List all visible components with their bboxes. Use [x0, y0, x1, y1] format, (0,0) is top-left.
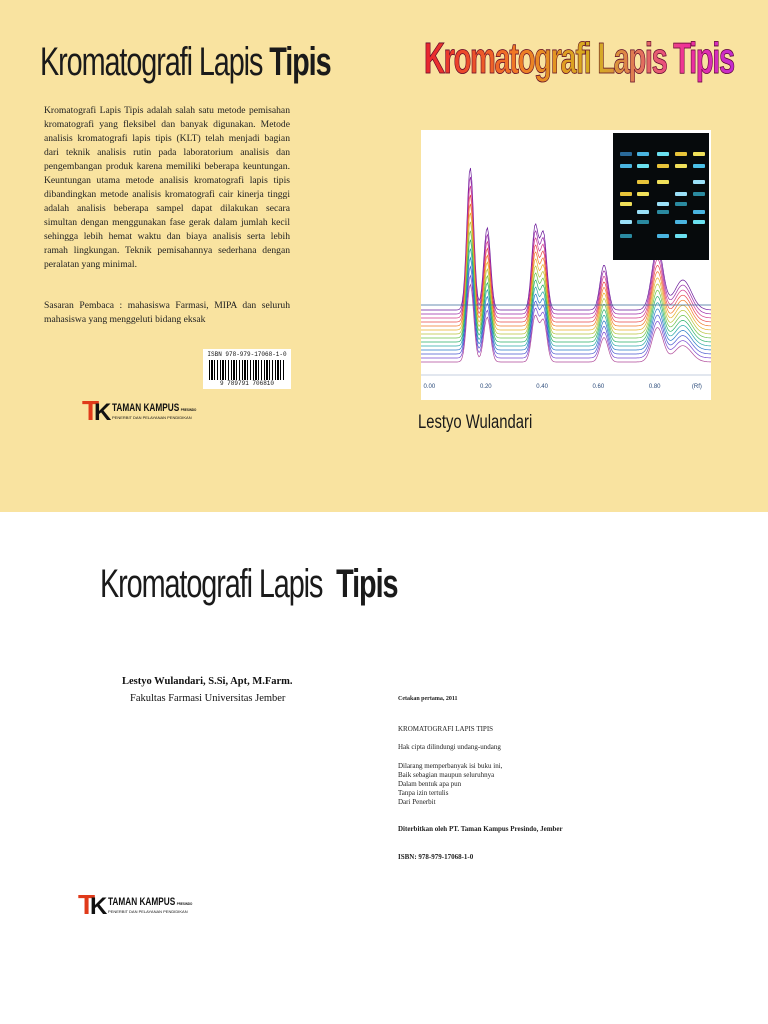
logo-letter-t: T: [78, 889, 96, 920]
logo-letter-k: K: [94, 399, 112, 426]
tlc-band: [620, 192, 632, 196]
tlc-band: [620, 202, 632, 206]
barcode-isbn-text: ISBN 978-979-17068-1-0: [207, 351, 287, 358]
tlc-band: [675, 192, 687, 196]
title-page-title-text: Kromatografi Lapis: [100, 562, 323, 606]
tlc-band: [675, 152, 687, 156]
tlc-band: [637, 220, 649, 224]
imprint-prohibition-4: Tanpa izin tertulis: [398, 789, 449, 797]
title-page-title-bold: Tipis: [336, 562, 398, 606]
logo-letter-t: T: [82, 395, 100, 426]
x-tick-label: (Rf): [691, 384, 702, 390]
back-cover-title-text: Kromatografi Lapis: [40, 40, 263, 84]
tlc-band: [693, 164, 705, 168]
back-cover-title: [40, 40, 331, 85]
imprint-prohibition-2: Baik sebagian maupun seluruhnya: [398, 771, 495, 779]
logo-letter-k: K: [90, 893, 108, 920]
publisher-tagline: PENERBIT DAN PELAYANAN PENDIDIKAN: [112, 415, 192, 420]
tlc-band: [675, 220, 687, 224]
tlc-band: [620, 164, 632, 168]
tlc-band: [657, 202, 669, 206]
imprint-copyright: Hak cipta dilindungi undang-undang: [398, 743, 501, 751]
tlc-band: [620, 220, 632, 224]
title-page-publisher-logo: [78, 890, 218, 920]
tlc-band: [693, 180, 705, 184]
imprint-prohibition-3: Dalam bentuk apa pun: [398, 780, 462, 788]
tlc-band: [657, 234, 669, 238]
tlc-band: [675, 164, 687, 168]
x-axis-ticks: [424, 384, 702, 390]
x-tick-label: 0.60: [592, 384, 605, 390]
tlc-band: [637, 152, 649, 156]
back-cover-title-bold: Tipis: [269, 40, 331, 84]
tlc-band: [637, 180, 649, 184]
target-audience: Sasaran Pembaca : mahasiswa Farmasi, MIPA dan seluruh mahasiswa yang menggeluti bidang eksak: [44, 300, 290, 325]
tlc-band: [693, 152, 705, 156]
tlc-band: [693, 192, 705, 196]
back-cover-blurb: Kromatografi Lapis Tipis adalah salah satu metode pemisahan kromatografi yang fleksibel dan banyak digunakan. Metode analisis kromatografi lapis tipis (KLT) telah menjadi bagian dari teknik analisis rutin pada laboratorium analisis dan pengembangan produk karena memiliki beberapa keuntungan. Keuntungan utama metode analisis kromatografi lapis tipis dibandingkan metode analisis kromatografi cair kinerja tinggi adalah analisis beberapa sampel dapat dilakukan secara simultan dengan menggunakan fase gerak dalam jumlah kecil sehingga lebih hemat waktu dan biaya analisis serta lebih ramah lingkungan. Teknik pemisahannya sederhana dengan peralatan yang minimal.: [44, 105, 290, 270]
tlc-band: [675, 234, 687, 238]
publisher-tagline: PENERBIT DAN PELAYANAN PENDIDIKAN: [108, 909, 188, 914]
tlc-band: [637, 192, 649, 196]
tlc-band: [637, 164, 649, 168]
publisher-name-text: TAMAN KAMPUS: [112, 402, 180, 414]
x-tick-label: 0.00: [423, 384, 436, 390]
imprint-prohibition-5: Dari Penerbit: [398, 798, 436, 806]
tlc-band: [657, 164, 669, 168]
tlc-band: [657, 210, 669, 214]
imprint-book-title: KROMATOGRAFI LAPIS TIPIS: [398, 725, 494, 733]
imprint-publisher: Diterbitkan oleh PT. Taman Kampus Presindo, Jember: [398, 825, 563, 833]
tlc-band: [675, 202, 687, 206]
publisher-logo: [82, 396, 222, 426]
front-cover-title: Kromatografi Lapis Tipis: [424, 34, 734, 83]
x-tick-label: 0.40: [536, 384, 548, 390]
publisher-name: [108, 896, 192, 908]
barcode-bars: [209, 360, 285, 380]
tlc-band: [657, 180, 669, 184]
title-page-title: [100, 562, 397, 607]
publisher-name-text: TAMAN KAMPUS: [108, 896, 176, 908]
tlc-band: [637, 210, 649, 214]
imprint-prohibition-1: Dilarang memperbanyak isi buku ini,: [398, 762, 503, 770]
tlc-band: [693, 210, 705, 214]
x-tick-label: 0.80: [648, 384, 661, 390]
publisher-name-suffix: PRESINDO: [180, 407, 197, 412]
tlc-band: [657, 152, 669, 156]
imprint-edition: Cetakan pertama, 2011: [398, 696, 458, 702]
barcode-number: 9 789791 706810: [219, 380, 274, 387]
chromatogram-svg: [421, 130, 711, 400]
tlc-band: [620, 234, 632, 238]
publisher-name: [112, 402, 196, 414]
front-cover-author: Lestyo Wulandari: [418, 412, 533, 433]
x-tick-label: 0.20: [479, 384, 492, 390]
publisher-name-suffix: PRESINDO: [176, 901, 193, 906]
tlc-plate-inset: [613, 133, 709, 260]
title-page-author: Lestyo Wulandari, S.Si, Apt, M.Farm.: [122, 676, 293, 687]
tlc-band: [693, 220, 705, 224]
title-page-faculty: Fakultas Farmasi Universitas Jember: [130, 693, 286, 704]
imprint-isbn: ISBN: 978-979-17068-1-0: [398, 853, 474, 861]
chromatogram-figure: [421, 130, 711, 400]
isbn-barcode: [203, 349, 291, 389]
tlc-band: [620, 152, 632, 156]
